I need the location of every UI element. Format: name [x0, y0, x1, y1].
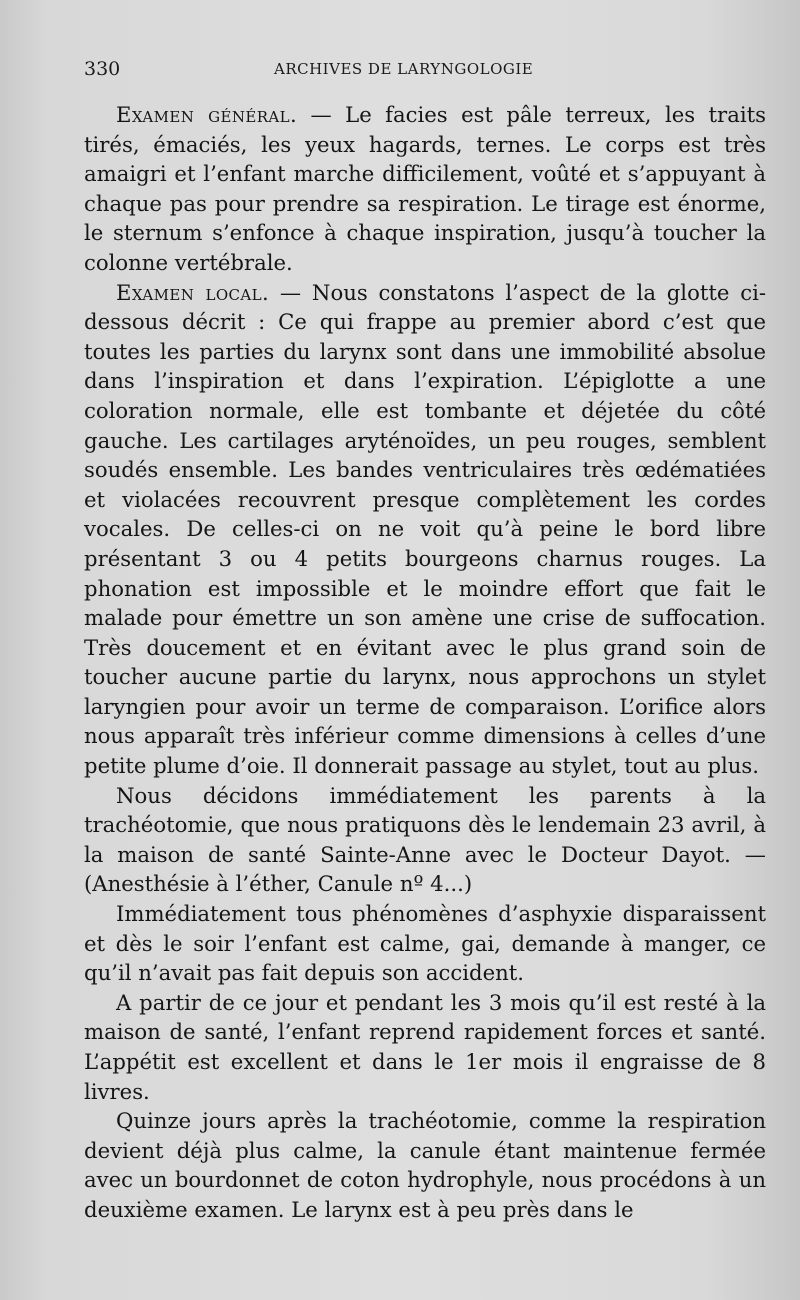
paragraph-text: A partir de ce jour et pendant les 3 mois qu’il est resté à la maison de santé, l’enfant reprend rapidement forces et santé. L’appétit est excellent et dans le 1er mois il engraisse de 8 livres. [84, 989, 766, 1104]
paragraph-text: — Le facies est pâle terreux, les traits tirés, émaciés, les yeux hagards, ternes. Le corps est très amaigri et l’enfant marche difficilement, voûté et s’appuyant à chaque pas pour prendre sa respiration. Le tirage est énorme, le sternum s’enfonce à chaque inspiration, jusqu’à toucher la colonne vertébrale. [84, 102, 766, 275]
page-header [84, 58, 766, 84]
running-head: ARCHIVES DE LARYNGOLOGIE [274, 60, 534, 78]
paragraph-examen-local [84, 278, 766, 781]
page-number: 330 [84, 58, 121, 80]
paragraph-asphyxie [84, 899, 766, 988]
paragraph-text: Immédiatement tous phénomènes d’asphyxie disparaissent et dès le soir l’enfant est calme, gai, demande à manger, ce qu’il n’avait pas fait depuis son accident. [84, 901, 766, 986]
paragraph-examen-general [84, 100, 766, 278]
paragraph-text: Nous décidons immédiatement les parents à la trachéotomie, que nous pratiquons dès le lendemain 23 avril, à la maison de santé Sainte-Anne avec le Docteur Dayot. — (Anesthésie à l’éther, Canule nº 4...) [84, 782, 766, 897]
body-text [84, 100, 766, 1225]
paragraph-text: Quinze jours après la trachéotomie, comme la respiration devient déjà plus calme, la canule étant maintenue fermée avec un bourdonnet de coton hydrophyle, nous procédons à un deuxième examen. Le larynx est à peu près dans le [84, 1108, 766, 1222]
paragraph-maison-de-sante [84, 988, 766, 1106]
paragraph-lead: Examen général. [116, 102, 298, 127]
paragraph-tracheotomie [84, 781, 766, 899]
paragraph-lead: Examen local. [116, 279, 270, 305]
paragraph-text: — Nous constatons l’aspect de la glotte ci-dessous décrit : Ce qui frappe au premier abord c’est que toutes les parties du larynx sont dans une immobilité absolue dans l’inspiration et dans l’expiration. L’épiglotte a une coloration normale, elle est tombante et déjetée du côté gauche. Les cartilages aryténoïdes, un peu rouges, semblent soudés ensemble. Les bandes ventriculaires très œdématiées et violacées recouvrent presque complètement les cordes vocales. De celles-ci on ne voit qu’à peine le bord libre présentant 3 ou 4 petits bourgeons charnus rouges. La phonation est impossible et le moindre effort que fait le malade pour émettre un son amène une crise de suffocation. Très doucement et en évitant avec le plus grand soin de toucher aucune partie du larynx, nous approchons un stylet laryngien pour avoir un terme de comparaison. L’orifice alors nous apparaît très inférieur comme dimensions à celles d’une petite plume d’oie. Il donnerait passage au stylet, tout au plus. [84, 279, 766, 779]
paragraph-deuxieme-examen [84, 1106, 766, 1224]
